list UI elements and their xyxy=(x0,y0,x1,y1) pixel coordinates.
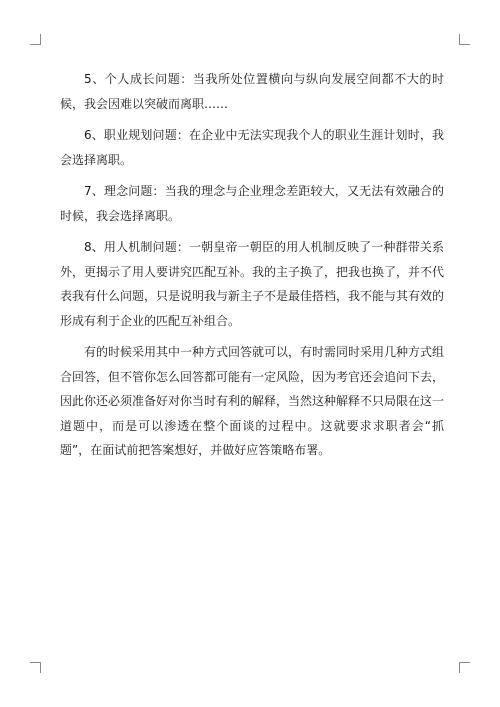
crop-mark-bottom-right xyxy=(459,662,470,673)
paragraph-career-planning: 6、职业规划问题：在企业中无法实现我个人的职业生涯计划时，我会选择离职。 xyxy=(60,128,444,167)
crop-mark-bottom-left xyxy=(30,662,41,673)
document-body xyxy=(60,67,444,470)
paragraph-personal-growth: 5、个人成长问题：当我所处位置横向与纵向发展空间都不大的时候，我会因难以突破而离职…… xyxy=(60,72,444,111)
crop-mark-top-right xyxy=(459,34,470,45)
paragraph-philosophy: 7、理念问题：当我的理念与企业理念差距较大，又无法有效融合的时候，我会选择离职。 xyxy=(60,184,444,223)
paragraph-employment-mechanism: 8、用人机制问题：一朝皇帝一朝臣的用人机制反映了一种群带关系外，更揭示了用人要讲究匹配互补。我的主子换了，把我也换了，并不代表我有什么问题，只是说明我与新主子不是最佳搭档，我不能与其有效的形成有利于企业的匹配互补组合。 xyxy=(60,240,445,328)
crop-mark-top-left xyxy=(30,34,41,45)
paragraph-answer-strategy: 有的时候采用其中一种方式回答就可以，有时需同时采用几种方式组合回答，但不管你怎么回答都可能有一定风险，因为考官还会追问下去，因此你还必须准备好对你当时有利的解释，当然这种解释不只局限在这一道题中，而是可以渗透在整个面谈的过程中。这就要求求职者会“抓题”，在面试前把答案想好，并做好应答策略布署。 xyxy=(60,345,445,457)
